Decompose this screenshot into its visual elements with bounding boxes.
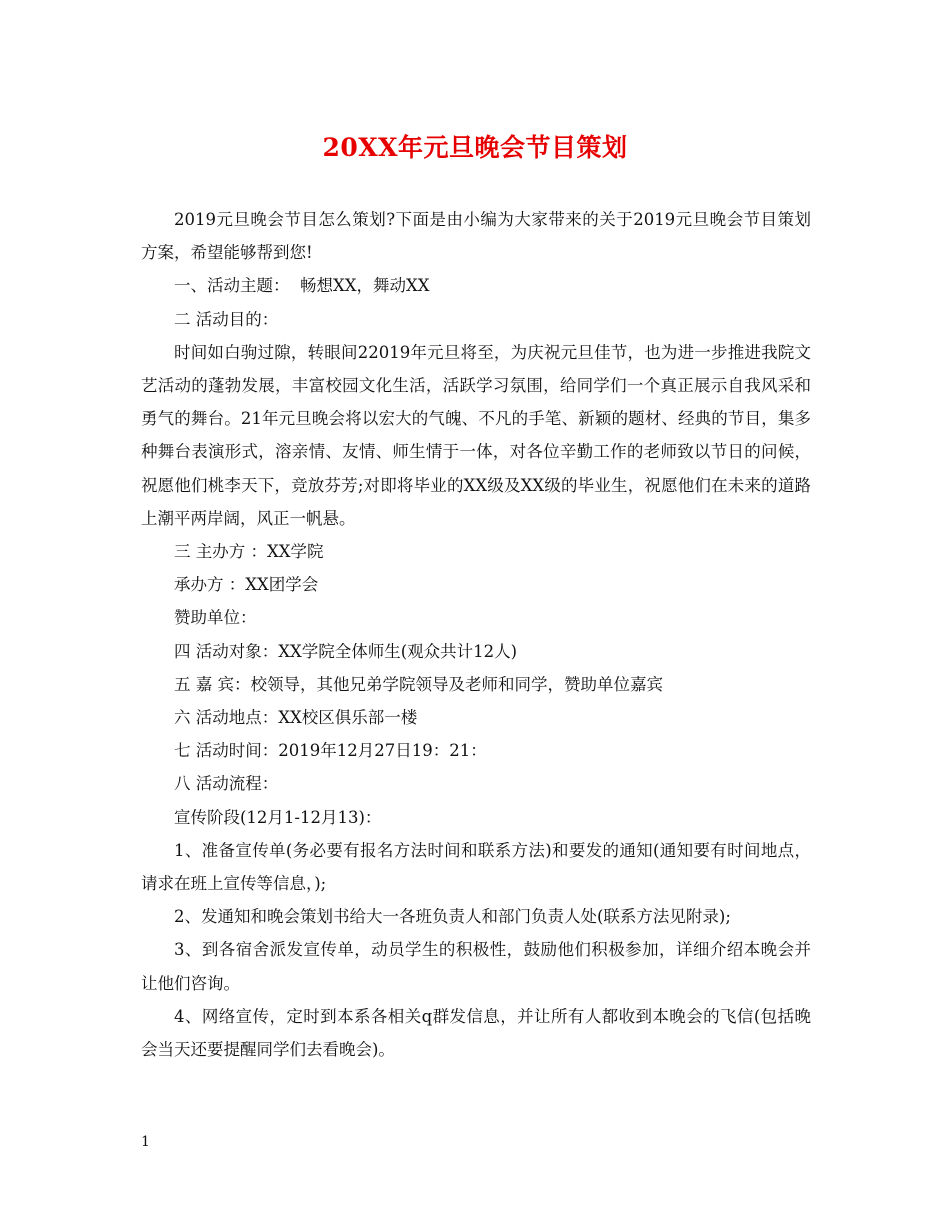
document-body xyxy=(141,203,811,1066)
paragraph-audience: 四 活动对象：XX学院全体师生(观众共计12人) xyxy=(174,641,518,661)
paragraph-step-1: 1、准备宣传单(务必要有报名方法时间和联系方法)和要发的通知(通知要有时间地点，请求在班上宣传等信息，); xyxy=(141,840,811,894)
document-title: 20XX年元旦晚会节目策划 xyxy=(322,133,628,162)
paragraph-time: 七 活动时间：2019年12月27日19：21： xyxy=(174,741,487,761)
paragraph-step-2: 2、发通知和晚会策划书给大一各班负责人和部门负责人处(联系方法见附录); xyxy=(174,907,731,927)
paragraph-sponsor: 赞助单位： xyxy=(174,608,257,628)
paragraph-purpose: 时间如白驹过隙，转眼间22019年元旦将至，为庆祝元旦佳节，也为进一步推进我院文艺活动的蓬勃发展，丰富校园文化生活，活跃学习氛围，给同学们一个真正展示自我风采和勇气的舞台。21年元旦晚会将以宏大的气魄、不凡的手笔、新颖的题材、经典的节目，集多种舞台表演形式，溶亲情、友情、师生情于一体，对各位辛勤工作的老师致以节日的问候，祝愿他们桃李天下，竞放芬芳;对即将毕业的XX级及XX级的毕业生，祝愿他们在未来的道路上潮平两岸阔，风正一帆悬。 xyxy=(141,342,811,528)
paragraph-co-organizer: 承办方 ：XX团学会 xyxy=(174,575,319,595)
paragraph-theme: 一、活动主题： 畅想XX，舞动XX xyxy=(174,276,430,296)
paragraph-guests: 五 嘉 宾：校领导，其他兄弟学院领导及老师和同学，赞助单位嘉宾 xyxy=(174,674,663,694)
paragraph-process-heading: 八 活动流程： xyxy=(174,774,279,794)
paragraph-venue: 六 活动地点：XX校区俱乐部一楼 xyxy=(174,708,418,728)
paragraph-promotion-stage: 宣传阶段(12月1-12月13)： xyxy=(174,807,382,827)
paragraph-organizer: 三 主办方 ：XX学院 xyxy=(174,542,324,562)
paragraph-purpose-heading: 二 活动目的： xyxy=(174,309,279,329)
paragraph-intro: 2019元旦晚会节目怎么策划?下面是由小编为大家带来的关于2019元旦晚会节目策划方案，希望能够帮到您! xyxy=(141,210,811,263)
paragraph-step-4: 4、网络宣传，定时到本系各相关q群发信息，并让所有人都收到本晚会的飞信(包括晚会当天还要提醒同学们去看晚会)。 xyxy=(141,1006,811,1060)
page-number: 1 xyxy=(141,1134,150,1150)
paragraph-step-3: 3、到各宿舍派发宣传单，动员学生的积极性，鼓励他们积极参加，详细介绍本晚会并让他们咨询。 xyxy=(141,940,811,993)
